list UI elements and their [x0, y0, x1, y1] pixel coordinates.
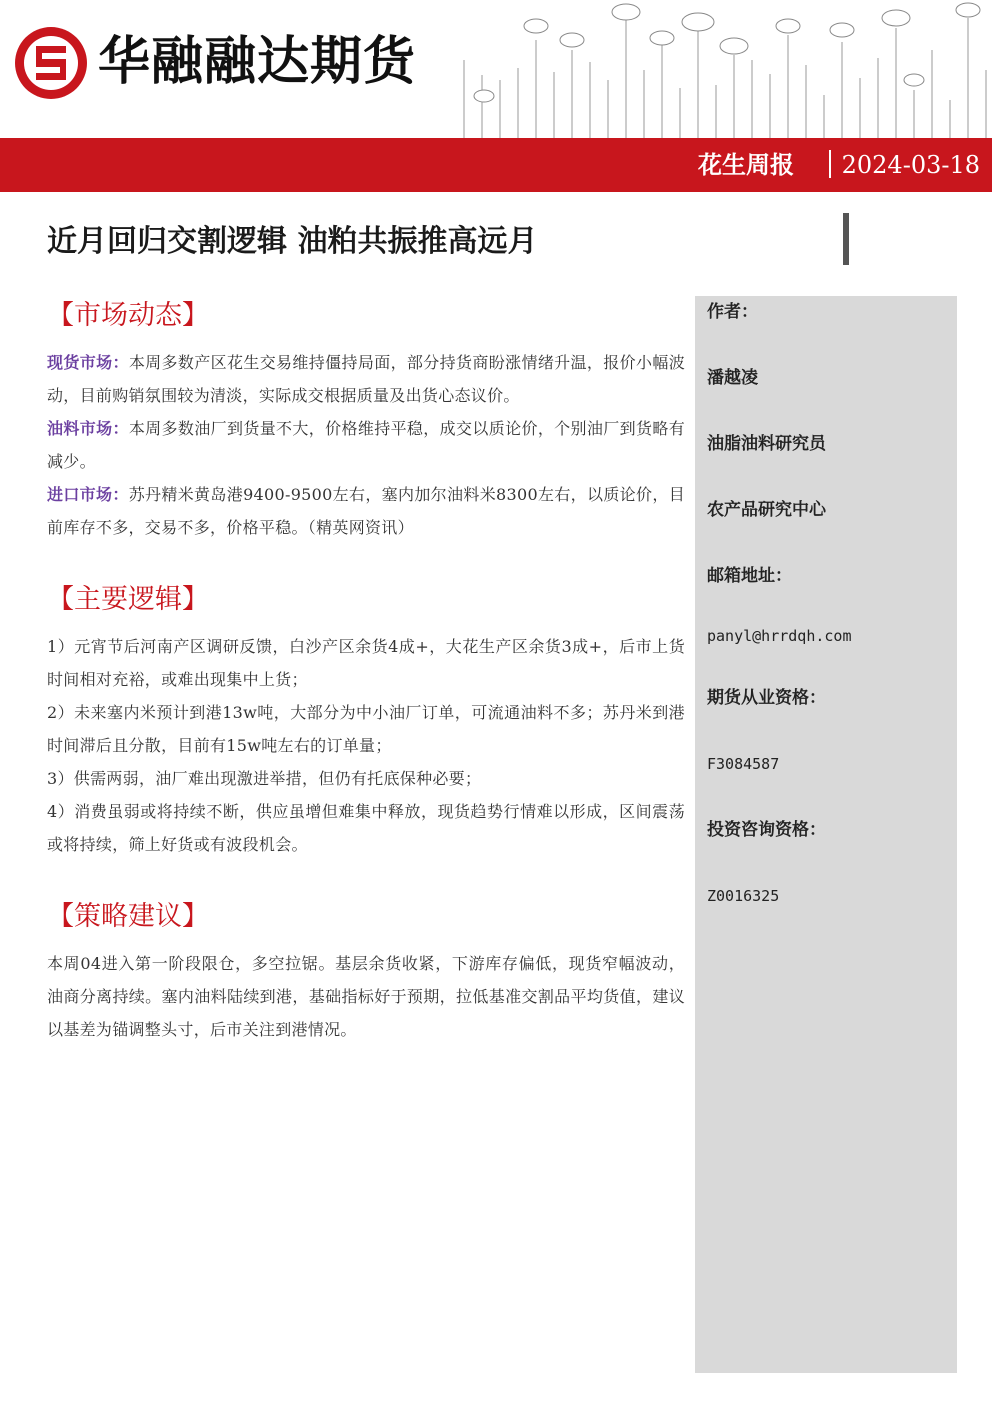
report-headline: 近月回归交割逻辑 油粕共振推高远月 — [47, 224, 538, 259]
market-section — [47, 296, 685, 544]
strategy-text: 本周04进入第一阶段限仓，多空拉锯。基层余货收紧，下游库存偏低，现货窄幅波动，油商分离持续。塞内油料陆续到港，基础指标好于预期，拉低基准交割品平均货值，建议以基差为锚调整头寸，后市关注到港情况。 — [47, 954, 685, 1039]
oil-market-text: 本周多数油厂到货量不大，价格维持平稳，成交以质论价，个别油厂到货略有减少。 — [47, 419, 685, 471]
import-market-paragraph — [47, 478, 685, 544]
author-label: 作者： — [707, 302, 758, 322]
email-label: 邮箱地址： — [707, 566, 792, 586]
oil-market-paragraph — [47, 412, 685, 478]
spot-market-label: 现货市场： — [47, 353, 129, 372]
strategy-section — [47, 897, 685, 1046]
author-sidebar — [695, 296, 957, 1373]
logic-item: 1）元宵节后河南产区调研反馈，白沙产区余货4成+，大花生产区余货3成+，后市上货时间相对充裕，或难出现集中上货； — [47, 637, 685, 689]
futures-qualification-label: 期货从业资格： — [707, 688, 826, 708]
strategy-section-title: 【策略建议】 — [47, 901, 209, 932]
consult-qualification-label: 投资咨询资格： — [707, 820, 826, 840]
report-type: 花生周报 — [698, 151, 794, 179]
email-address: panyl@hrrdqh.com — [707, 627, 852, 645]
spot-market-paragraph — [47, 346, 685, 412]
futures-qualification-id: F3084587 — [707, 755, 780, 773]
report-header — [0, 0, 992, 140]
report-date: 2024-03-18 — [841, 151, 980, 179]
report-band — [0, 138, 992, 192]
consult-qualification-id: Z0016325 — [707, 887, 780, 905]
oil-market-label: 油料市场： — [47, 419, 129, 438]
market-section-title: 【市场动态】 — [47, 300, 209, 331]
import-market-text: 苏丹精米黄岛港9400-9500左右，塞内加尔油料米8300左右，以质论价，目前库存不多，交易不多，价格平稳。（精英网资讯） — [47, 485, 685, 537]
logic-item: 2）未来塞内米预计到港13w吨，大部分为中小油厂订单，可流通油料不多；苏丹米到港时间滞后且分散，目前有15w吨左右的订单量； — [47, 703, 685, 755]
author-name: 潘越凌 — [707, 368, 758, 388]
company-name: 华融融达期货 — [98, 32, 417, 92]
company-logo-icon — [12, 24, 90, 102]
main-content — [47, 296, 685, 1046]
author-role: 油脂油料研究员 — [707, 434, 826, 454]
headline-marker — [843, 213, 849, 265]
decorative-pattern — [456, 0, 992, 138]
logic-section — [47, 580, 685, 861]
spot-market-text: 本周多数产区花生交易维持僵持局面，部分持货商盼涨情绪升温，报价小幅波动，目前购销氛围较为清淡，实际成交根据质量及出货心态议价。 — [47, 353, 685, 405]
logic-section-title: 【主要逻辑】 — [47, 584, 209, 615]
author-department: 农产品研究中心 — [707, 500, 826, 520]
import-market-label: 进口市场： — [47, 485, 129, 504]
logic-item: 3）供需两弱，油厂难出现激进举措，但仍有托底保种必要； — [47, 769, 482, 788]
logic-item: 4）消费虽弱或将持续不断，供应虽增但难集中释放，现货趋势行情难以形成，区间震荡或将持续，筛上好货或有波段机会。 — [47, 802, 685, 854]
band-divider — [829, 150, 831, 178]
